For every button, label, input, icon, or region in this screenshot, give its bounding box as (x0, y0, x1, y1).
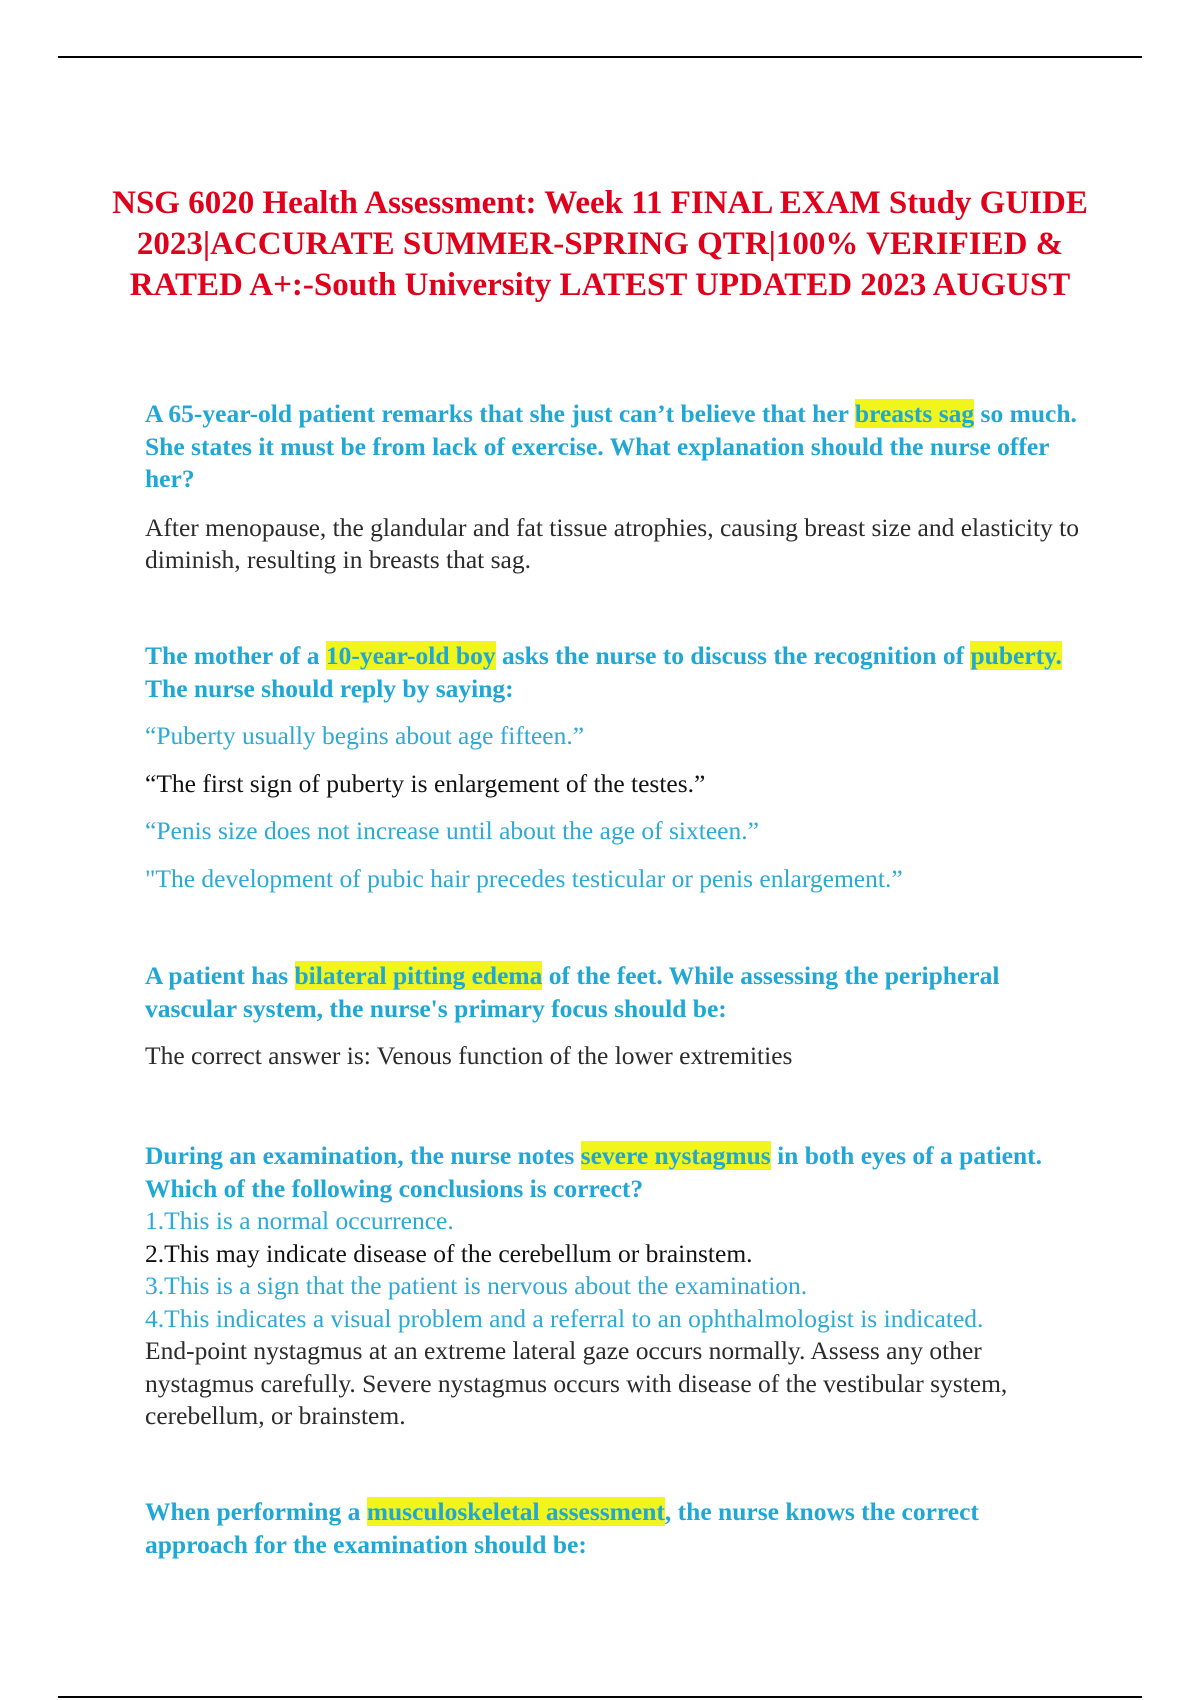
question-text: asks the nurse to discuss the recognition of (495, 641, 971, 670)
option-3: “Penis size does not increase until about the age of sixteen.” (145, 816, 759, 845)
question-text: During an examination, the nurse notes (145, 1141, 581, 1170)
question-2-text (145, 640, 1085, 705)
highlight: bilateral pitting edema (294, 961, 543, 990)
question-text: A patient has (145, 961, 295, 990)
option-2-correct: “The first sign of puberty is enlargement of the testes.” (145, 768, 706, 798)
highlight: severe nystagmus (580, 1141, 771, 1170)
highlight: breasts sag (854, 399, 975, 428)
question-5-text (145, 1496, 1085, 1561)
question-text: of the feet. While assessing the peripheral vascular system, the nurse's primary focus should be: (145, 961, 1000, 1023)
option-1: 1.This is a normal occurrence. (145, 1206, 454, 1235)
question-text: The nurse should reply by saying: (145, 673, 514, 703)
question-1-text (145, 398, 1085, 496)
top-rule (58, 56, 1142, 58)
explanation-4: End-point nystagmus at an extreme lateral gaze occurs normally. Assess any other nystagmus carefully. Severe nystagmus occurs with disease of the vestibular system, cerebellum, or brainstem. (145, 1336, 1008, 1430)
highlight: musculoskeletal assessment (366, 1497, 665, 1526)
document-title: NSG 6020 Health Assessment: Week 11 FINAL EXAM Study GUIDE 2023|ACCURATE SUMMER-SPRING QTR|100% VERIFIED & RATED A+:-South University LATEST UPDATED 2023 AUGUST (112, 185, 1088, 303)
question-3-text (145, 960, 1085, 1025)
question-5 (145, 1496, 1085, 1561)
question-4-text (145, 1140, 1085, 1205)
question-text: , the nurse knows the correct approach for the examination should be: (145, 1497, 979, 1559)
option-4: 4.This indicates a visual problem and a referral to an ophthalmologist is indicated. (145, 1303, 984, 1333)
option-4: "The development of pubic hair precedes testicular or penis enlargement.” (145, 863, 903, 893)
question-3 (145, 960, 1085, 1073)
answer-3: The correct answer is: Venous function of the lower extremities (145, 1041, 793, 1070)
question-text: When performing a (145, 1497, 367, 1526)
question-text: A 65-year-old patient remarks that she just can’t believe that her (145, 399, 855, 428)
question-4 (145, 1140, 1085, 1433)
question-1 (145, 398, 1085, 577)
option-2-correct: 2.This may indicate disease of the cerebellum or brainstem. (145, 1238, 753, 1268)
highlight: puberty. (970, 641, 1062, 670)
highlight: 10-year-old boy (325, 641, 496, 670)
answer-1: After menopause, the glandular and fat tissue atrophies, causing breast size and elasticity to diminish, resulting in breasts that sag. (145, 512, 1079, 574)
option-3: 3.This is a sign that the patient is nervous about the examination. (145, 1271, 808, 1300)
question-text: The mother of a (145, 641, 326, 670)
option-1: “Puberty usually begins about age fifteen.” (145, 721, 585, 750)
question-text: so much. She states it must be from lack of exercise. What explanation should the nurse offer her? (145, 399, 1077, 493)
bottom-rule (58, 1696, 1142, 1698)
question-2 (145, 640, 1085, 895)
question-text: in both eyes of a patient. Which of the following conclusions is correct? (145, 1141, 1043, 1203)
